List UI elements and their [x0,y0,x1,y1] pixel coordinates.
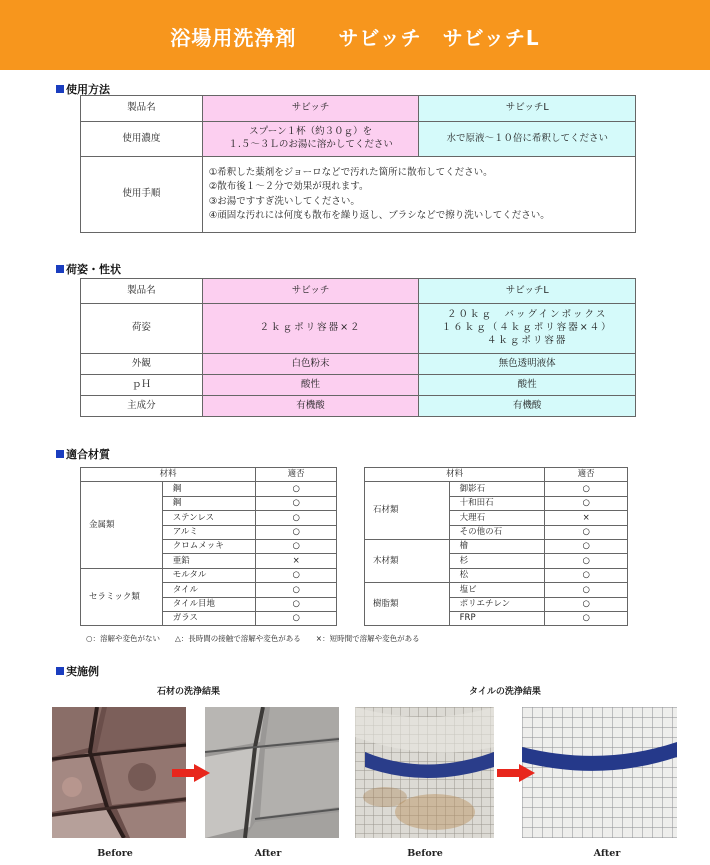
stone-before-photo [52,707,186,838]
material-name: 檜 [449,539,545,553]
stone-after-photo [205,707,339,838]
section-title: 実施例 [66,665,99,678]
pack-b-line3: ４ｋｇポリ容器 [486,334,568,346]
section-title: 使用方法 [66,83,110,96]
material-fit: ○ [545,539,628,553]
step-1: ①希釈した薬剤をジョーロなどで汚れた箇所に散布してください。 [208,167,493,178]
category-stone: 石材類 [365,482,450,540]
category-wood: 木材類 [365,539,450,582]
row-label: 主成分 [81,396,203,417]
materials-table-left [80,467,337,626]
ph-b: 酸性 [419,375,636,396]
material-name: 大理石 [449,511,545,525]
material-fit: ○ [256,539,337,553]
header-material: 材料 [81,468,256,482]
step-4: ④頑固な汚れには何度も散布を繰り返し、ブラシなどで擦り洗いしてください。 [208,209,550,221]
section-title: 荷姿・性状 [66,263,121,276]
conc-a-line2: １.５～３Ｌのお湯に溶かしてください [228,139,393,150]
material-name: 十和田石 [449,496,545,510]
material-fit: ○ [545,554,628,568]
row-label: 荷姿 [81,304,203,354]
material-name: アルミ [162,525,256,539]
tile-before-photo [355,707,494,838]
product-b-name: サビッチL [419,279,636,304]
usage-table [80,95,636,233]
material-name: ステンレス [162,511,256,525]
material-fit: ○ [256,496,337,510]
tile-caption: タイルの洗浄結果 [469,687,541,697]
arrow-right-icon [172,764,210,782]
conc-a [202,122,419,157]
row-label: 製品名 [81,96,203,122]
material-fit: ○ [545,597,628,611]
material-name: ポリエチレン [449,597,545,611]
conc-b: 水で原液～１０倍に希釈してください [419,122,636,157]
pack-b-line2: １６ｋｇ（４ｋｇポリ容器×４） [441,322,613,334]
product-a-name: サビッチ [202,96,419,122]
material-name: 松 [449,568,545,582]
step-3: ③お湯ですすぎ洗いしてください。 [208,195,360,207]
product-a-name: サビッチ [202,279,419,304]
material-fit: ○ [256,482,337,496]
spec-table [80,278,636,417]
material-name: タイル目地 [162,597,256,611]
materials-legend: ○：溶解や変色がない △：長時間の接触で溶解や変色がある ×：短時間で溶解や変色がある [86,634,420,643]
header-fit: 適否 [256,468,337,482]
material-name: 亜鉛 [162,554,256,568]
material-name: 鋼 [162,496,256,510]
material-fit: × [256,554,337,568]
materials-table-right [364,467,628,626]
header-material: 材料 [365,468,545,482]
section-marker-icon [56,85,64,93]
section-marker-icon [56,667,64,675]
tile-after-photo [522,707,677,838]
row-label: 使用手順 [81,157,203,233]
product-b-name: サビッチL [419,96,636,122]
section-title: 適合材質 [66,448,110,461]
material-fit: ○ [256,525,337,539]
section-heading-packing [56,261,121,277]
material-fit: × [545,511,628,525]
page-title: 浴場用洗浄剤 サビッチ サビッチL [170,26,540,50]
arrow-right-icon [497,764,535,782]
after-label: After [254,848,282,859]
material-fit: ○ [545,496,628,510]
section-heading-examples [56,663,99,679]
section-marker-icon [56,450,64,458]
material-name: タイル [162,583,256,597]
material-name: FRP [449,611,545,625]
pack-a: ２ｋｇポリ容器×２ [202,304,419,354]
header-fit: 適否 [545,468,628,482]
look-b: 無色透明液体 [419,354,636,375]
material-fit: ○ [545,482,628,496]
ph-a: 酸性 [202,375,419,396]
look-a: 白色粉末 [202,354,419,375]
main-b: 有機酸 [419,396,636,417]
material-name: 塩ビ [449,583,545,597]
row-label: ｐＨ [81,375,203,396]
step-2: ②散布後１～２分で効果が現れます。 [208,181,369,193]
after-label: After [593,848,621,859]
before-label: Before [407,848,443,859]
header-banner [0,0,710,70]
category-resin: 樹脂類 [365,583,450,626]
material-name: 鋼 [162,482,256,496]
material-fit: ○ [256,583,337,597]
material-name: 杉 [449,554,545,568]
row-label: 製品名 [81,279,203,304]
category-ceramic: セラミック類 [81,568,163,626]
material-fit: ○ [256,611,337,625]
material-name: 御影石 [449,482,545,496]
pack-b-line1: ２０ｋｇ バッグインボックス [446,309,608,321]
stone-caption: 石材の洗浄結果 [157,687,221,697]
row-label: 外観 [81,354,203,375]
material-fit: ○ [256,511,337,525]
material-fit: ○ [545,525,628,539]
material-name: モルタル [162,568,256,582]
material-fit: ○ [545,611,628,625]
before-label: Before [97,848,133,859]
material-fit: ○ [256,597,337,611]
material-name: ガラス [162,611,256,625]
material-fit: ○ [545,568,628,582]
material-fit: ○ [256,568,337,582]
category-metal: 金属類 [81,482,163,568]
material-fit: ○ [545,583,628,597]
usage-steps [202,157,635,233]
conc-a-line1: スプーン１杯（約３０ｇ）を [249,126,373,138]
main-a: 有機酸 [202,396,419,417]
row-label: 使用濃度 [81,122,203,157]
material-name: その他の石 [449,525,545,539]
pack-b [419,304,636,354]
section-marker-icon [56,265,64,273]
section-heading-materials [56,446,110,462]
material-name: クロムメッキ [162,539,256,553]
